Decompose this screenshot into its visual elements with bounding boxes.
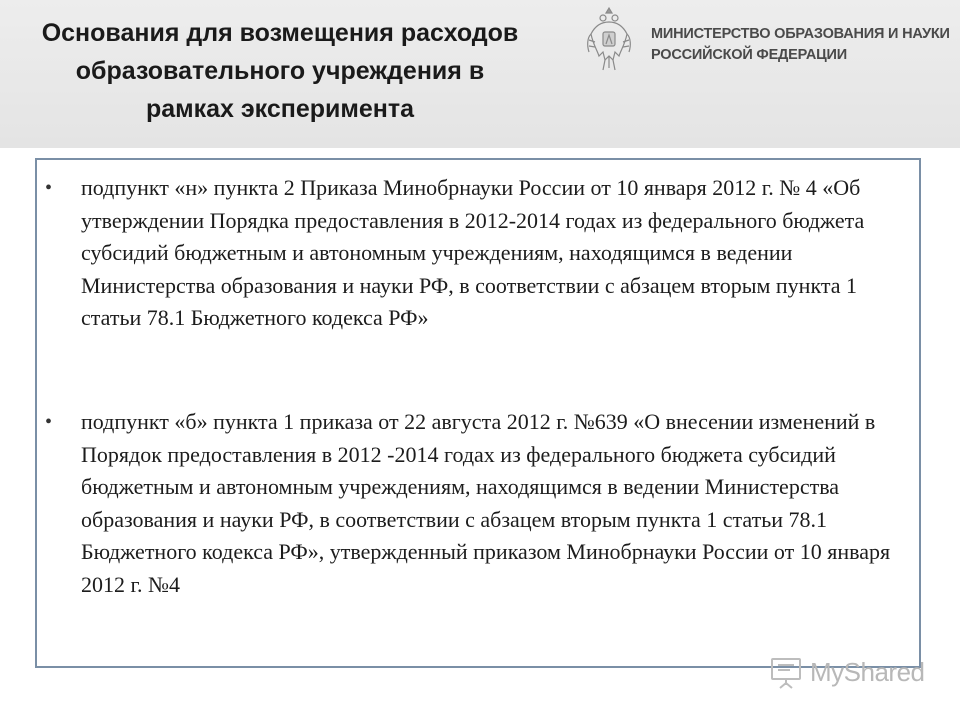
russian-coat-of-arms-icon xyxy=(585,4,633,76)
ministry-line-2: РОССИЙСКОЙ ФЕДЕРАЦИИ xyxy=(651,47,847,63)
presentation-board-icon xyxy=(768,655,804,691)
watermark xyxy=(768,655,928,693)
watermark-text: MyShared xyxy=(810,657,925,687)
bullet-item xyxy=(45,172,911,335)
bullet-dot-icon: • xyxy=(45,177,53,199)
ministry-name xyxy=(651,24,950,66)
content-box xyxy=(35,158,921,668)
bullet-dot-icon: • xyxy=(45,411,53,433)
title-line-1: Основания для возмещения расходов xyxy=(41,19,519,47)
ministry-line-1: МИНИСТЕРСТВО ОБРАЗОВАНИЯ И НАУКИ xyxy=(651,26,950,42)
bullet-text: подпункт «б» пункта 1 приказа от 22 августа 2012 г. №639 «О внесении изменений в Порядок предоставления в 2012 -2014 годах из федерального бюджета субсидий бюджетным и автономным учреждениям, находящимся в ведении Министерства образования и науки РФ, в соответствии с абзацем вторым пункта 1 статьи 78.1 Бюджетного кодекса РФ», утвержденный приказом Минобрнауки России от 10 января 2012 г. №4 xyxy=(81,409,891,597)
slide-header xyxy=(0,0,960,148)
slide-title xyxy=(0,14,560,128)
bullet-text: подпункт «н» пункта 2 Приказа Минобрнауки России от 10 января 2012 г. № 4 «Об утверждении Порядка предоставления в 2012-2014 годах из федерального бюджета субсидий бюджетным и автономным учреждениям, находящимся в ведении Министерства образования и науки РФ, в соответствии с абзацем вторым пункта 1 статьи 78.1 Бюджетного кодекса РФ» xyxy=(81,175,865,330)
bullet-item xyxy=(45,406,911,601)
title-line-2: образовательного учреждения в xyxy=(75,57,485,85)
title-line-3: рамках эксперимента xyxy=(145,95,415,123)
